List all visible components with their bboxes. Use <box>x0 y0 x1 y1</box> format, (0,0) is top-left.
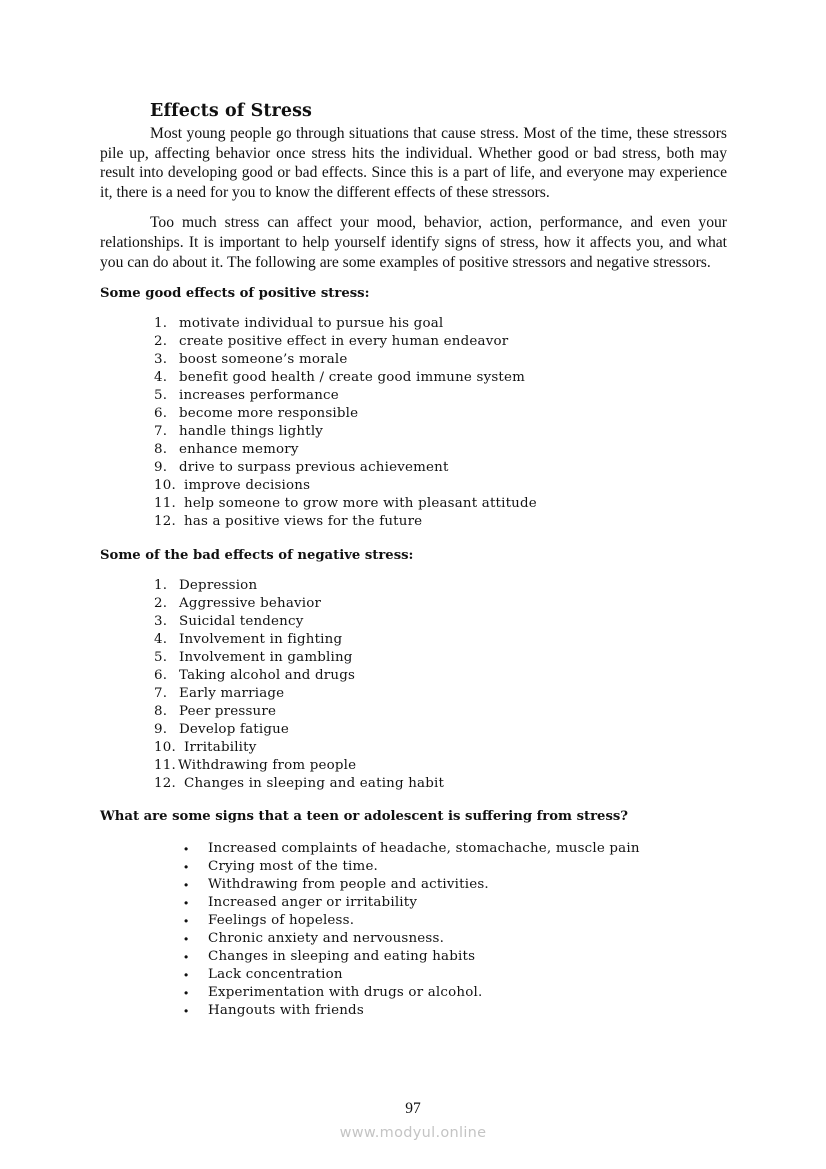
list-item <box>154 477 727 495</box>
item-number: 3. <box>154 614 168 630</box>
item-text: Irritability <box>184 740 257 756</box>
item-text: benefit good health / create good immune system <box>179 370 526 386</box>
list-item <box>154 459 727 477</box>
item-text: Crying most of the time. <box>208 859 379 875</box>
bullet-icon: • <box>184 878 189 893</box>
item-number: 7. <box>154 424 168 440</box>
item-text: enhance memory <box>179 442 299 458</box>
item-text: Early marriage <box>179 686 285 702</box>
list-item <box>154 495 727 513</box>
item-text: boost someone’s morale <box>179 352 348 368</box>
item-text: improve decisions <box>184 478 311 494</box>
item-text: Hangouts with friends <box>208 1003 364 1019</box>
page-title: Effects of Stress <box>150 101 312 121</box>
bullet-icon: • <box>184 986 189 1001</box>
item-number: 1. <box>154 578 168 594</box>
list-item <box>184 912 727 930</box>
item-text: motivate individual to pursue his goal <box>179 316 444 332</box>
list-item <box>154 721 727 739</box>
item-text: Peer pressure <box>179 704 277 720</box>
list-item <box>154 405 727 423</box>
item-number: 9. <box>154 460 168 476</box>
item-number: 3. <box>154 352 168 368</box>
item-text: has a positive views for the future <box>184 514 423 530</box>
list-item <box>154 685 727 703</box>
item-text: Involvement in fighting <box>179 632 343 648</box>
item-text: help someone to grow more with pleasant attitude <box>184 496 537 512</box>
list-item <box>184 840 727 858</box>
positive-effects-heading: Some good effects of positive stress: <box>100 286 370 302</box>
list-item <box>184 876 727 894</box>
list-item <box>154 351 727 369</box>
item-number: 4. <box>154 632 168 648</box>
item-text: drive to surpass previous achievement <box>179 460 449 476</box>
item-text: Lack concentration <box>208 967 343 983</box>
positive-effects-list <box>100 315 727 531</box>
list-item <box>154 387 727 405</box>
bullet-icon: • <box>184 968 189 983</box>
item-number: 10. <box>154 740 176 756</box>
list-item <box>154 333 727 351</box>
item-number: 5. <box>154 388 168 404</box>
list-item <box>154 667 727 685</box>
item-number: 7. <box>154 686 168 702</box>
item-text: Withdrawing from people <box>178 758 357 774</box>
negative-effects-heading: Some of the bad effects of negative stress: <box>100 548 414 564</box>
item-text: Depression <box>179 578 258 594</box>
item-number: 11. <box>154 758 176 774</box>
stress-signs-heading: What are some signs that a teen or adolescent is suffering from stress? <box>100 809 629 825</box>
list-item <box>184 984 727 1002</box>
list-item <box>154 423 727 441</box>
item-text: Feelings of hopeless. <box>208 913 355 929</box>
list-item <box>154 775 727 793</box>
item-number: 6. <box>154 668 168 684</box>
list-item <box>184 948 727 966</box>
examples-paragraph: Too much stress can affect your mood, behavior, action, performance, and even your relationships. It is important to help yourself identify signs of stress, how it affects you, and what you can do about it. The following are some examples of positive stressors and negative stressors. <box>100 214 727 271</box>
list-item <box>184 858 727 876</box>
item-number: 6. <box>154 406 168 422</box>
bullet-icon: • <box>184 860 189 875</box>
bullet-icon: • <box>184 914 189 929</box>
list-item <box>154 613 727 631</box>
list-item <box>184 930 727 948</box>
list-item <box>154 513 727 531</box>
intro-paragraph: Most young people go through situations that cause stress. Most of the time, these stressors pile up, affecting behavior once stress hits the individual. Whether good or bad stress, both may result into developing good or bad effects. Since this is a part of life, and everyone may experience it, there is a need for you to know the different effects of these stressors. <box>100 125 727 201</box>
document-page <box>100 98 727 1020</box>
item-text: Changes in sleeping and eating habits <box>208 949 476 965</box>
item-text: Involvement in gambling <box>179 650 353 666</box>
item-number: 1. <box>154 316 168 332</box>
bullet-icon: • <box>184 950 189 965</box>
item-text: Experimentation with drugs or alcohol. <box>208 985 483 1001</box>
item-text: Changes in sleeping and eating habit <box>184 776 445 792</box>
negative-effects-list <box>100 577 727 793</box>
item-text: Chronic anxiety and nervousness. <box>208 931 445 947</box>
item-number: 8. <box>154 442 168 458</box>
item-text: Suicidal tendency <box>179 614 304 630</box>
stress-signs-list <box>100 840 727 1020</box>
list-item <box>154 369 727 387</box>
item-number: 2. <box>154 334 168 350</box>
item-text: become more responsible <box>179 406 359 422</box>
list-item <box>184 966 727 984</box>
bullet-icon: • <box>184 932 189 947</box>
item-number: 11. <box>154 496 176 512</box>
list-item <box>154 703 727 721</box>
item-text: Increased anger or irritability <box>208 895 418 911</box>
list-item <box>154 649 727 667</box>
page-number: 97 <box>405 1100 421 1117</box>
list-item <box>154 315 727 333</box>
list-item <box>154 595 727 613</box>
item-text: Withdrawing from people and activities. <box>208 877 489 893</box>
item-number: 10. <box>154 478 176 494</box>
list-item <box>184 894 727 912</box>
list-item <box>154 739 727 757</box>
item-text: handle things lightly <box>179 424 324 440</box>
list-item <box>154 577 727 595</box>
item-text: Develop fatigue <box>179 722 290 738</box>
list-item <box>184 1002 727 1020</box>
item-number: 12. <box>154 776 176 792</box>
list-item <box>154 757 727 775</box>
list-item <box>154 631 727 649</box>
item-text: create positive effect in every human endeavor <box>179 334 509 350</box>
item-number: 4. <box>154 370 168 386</box>
item-text: Taking alcohol and drugs <box>179 668 356 684</box>
watermark: www.modyul.online <box>339 1125 487 1141</box>
item-text: Increased complaints of headache, stomachache, muscle pain <box>208 841 640 857</box>
item-number: 9. <box>154 722 168 738</box>
item-number: 8. <box>154 704 168 720</box>
item-number: 2. <box>154 596 168 612</box>
bullet-icon: • <box>184 842 189 857</box>
item-text: increases performance <box>179 388 339 404</box>
item-text: Aggressive behavior <box>179 596 322 612</box>
list-item <box>154 441 727 459</box>
item-number: 5. <box>154 650 168 666</box>
bullet-icon: • <box>184 896 189 911</box>
bullet-icon: • <box>184 1004 189 1019</box>
item-number: 12. <box>154 514 176 530</box>
